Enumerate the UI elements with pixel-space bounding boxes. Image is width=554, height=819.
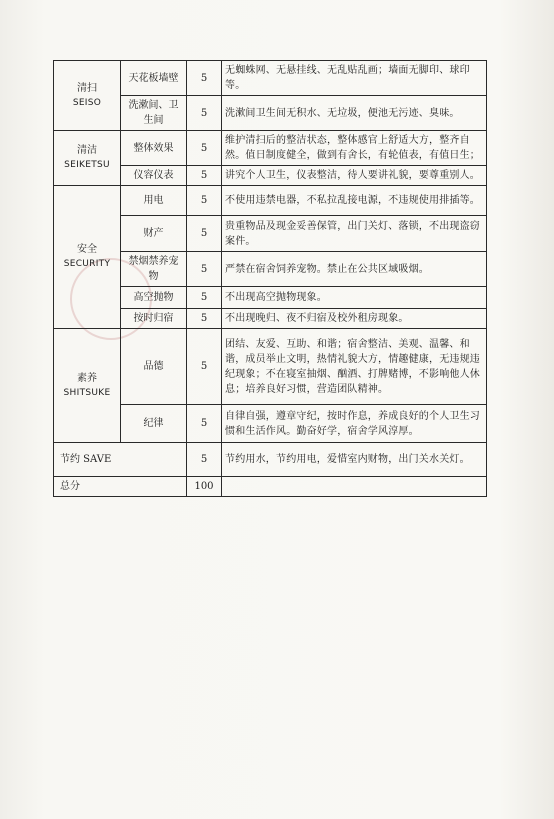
category-label: 安全: [77, 244, 97, 255]
description-cell: 贵重物品及现金妥善保管，出门关灯、落锁，不出现盗窃案件。: [222, 216, 487, 252]
score-table: [53, 60, 487, 497]
description-cell: 自律自强，遵章守纪，按时作息，养成良好的个人卫生习惯和生活作风。勤奋好学，宿舍学风淳厚。: [222, 405, 487, 443]
points-cell: 5: [187, 309, 222, 329]
description-cell: 严禁在宿舍饲养宠物。禁止在公共区域吸烟。: [222, 252, 487, 287]
item-cell: 用电: [121, 186, 187, 216]
description-cell: 不出现晚归、夜不归宿及校外租房现象。: [222, 309, 487, 329]
total-points: 100: [187, 477, 222, 497]
table-row: [54, 329, 487, 405]
category-cell-seiso: [54, 61, 121, 131]
category-english: SEIKETSU: [64, 160, 110, 170]
total-label: 总分: [54, 477, 187, 497]
points-cell: 5: [187, 443, 222, 477]
item-cell: 品德: [121, 329, 187, 405]
description-cell: 节约用水，节约用电，爱惜室内财物，出门关水关灯。: [222, 443, 487, 477]
category-cell-shitsuke: [54, 329, 121, 443]
category-english: SHITSUKE: [63, 387, 111, 398]
item-cell: 财产: [121, 216, 187, 252]
points-cell: 5: [187, 186, 222, 216]
description-cell: 不出现高空抛物现象。: [222, 287, 487, 309]
description-cell: 维护清扫后的整洁状态，整体感官上舒适大方，整齐自然。值日制度健全，做到有舍长，有轮值表，有值日生；: [222, 131, 487, 166]
item-cell: 纪律: [121, 405, 187, 443]
table-row: [54, 61, 487, 96]
item-cell: 仪容仪表: [121, 166, 187, 186]
category-label: 清洁: [77, 145, 97, 156]
category-label: 清扫: [77, 82, 97, 94]
category-english: SEISO: [72, 97, 102, 108]
table-row: [54, 443, 487, 477]
description-cell: 讲究个人卫生，仪表整洁，待人要讲礼貌，要尊重别人。: [222, 166, 487, 186]
points-cell: 5: [187, 61, 222, 96]
category-english: SECURITY: [63, 259, 111, 269]
points-cell: 5: [187, 131, 222, 166]
item-cell: 禁烟禁养宠物: [121, 252, 187, 287]
description-cell: 无蜘蛛网、无悬挂线、无乱贴乱画；墙面无脚印、球印等。: [222, 61, 487, 96]
points-cell: 5: [187, 405, 222, 443]
points-cell: 5: [187, 252, 222, 287]
category-cell-save: 节约 SAVE: [54, 443, 187, 477]
item-cell: 天花板墙壁: [121, 61, 187, 96]
description-cell: 不使用违禁电器，不私拉乱接电源，不违规使用排插等。: [222, 186, 487, 216]
total-description-cell: [222, 477, 487, 497]
points-cell: 5: [187, 287, 222, 309]
item-cell: 按时归宿: [121, 309, 187, 329]
item-cell: 洗漱间、卫生间: [121, 96, 187, 131]
item-cell: 高空抛物: [121, 287, 187, 309]
category-cell-seiketsu: [54, 131, 121, 186]
description-cell: 洗漱间卫生间无积水、无垃圾，便池无污迹、臭味。: [222, 96, 487, 131]
table-row: [54, 131, 487, 166]
table-row: [54, 186, 487, 216]
category-label: 素养: [77, 372, 97, 384]
item-cell: 整体效果: [121, 131, 187, 166]
category-cell-security: [54, 186, 121, 329]
points-cell: 5: [187, 329, 222, 405]
description-cell: 团结、友爱、互助、和谐；宿舍整洁、美观、温馨、和谐，成员举止文明，热情礼貌大方，情趣健康，无违规违纪现象；不在寝室抽烟、酗酒、打牌赌博，不影响他人休息；培养良好习惯，营造团队精神。: [222, 329, 487, 405]
points-cell: 5: [187, 166, 222, 186]
table-row: [54, 477, 487, 497]
points-cell: 5: [187, 216, 222, 252]
points-cell: 5: [187, 96, 222, 131]
